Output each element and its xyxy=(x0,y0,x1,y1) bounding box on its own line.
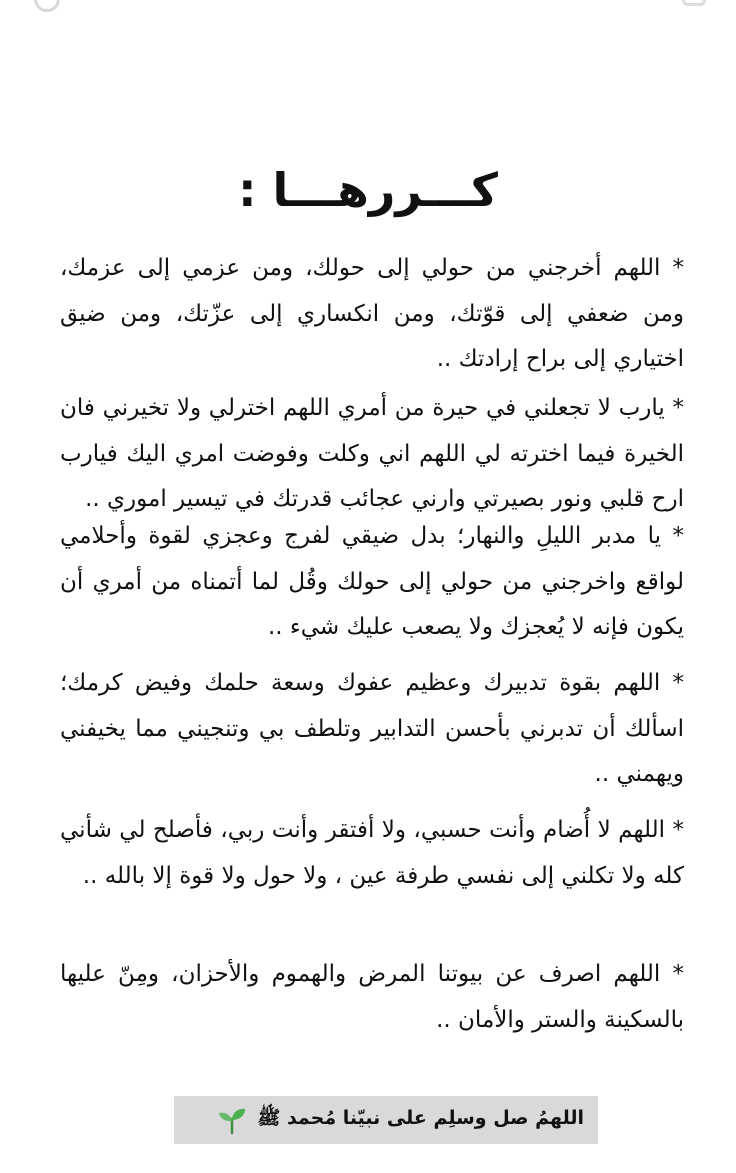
dua-paragraph-2: * يارب لا تجعلني في حيرة من أمري اللهم اخترلي ولا تخيرني فان الخيرة فيما اخترته لي اللهم اني وكلت وفوضت امري اليك فيارب ارح قلبي ونور بصيرتي وارني عجائب قدرتك في تيسير اموري .. xyxy=(60,395,684,512)
footer-banner xyxy=(174,1096,598,1144)
search-icon[interactable] xyxy=(34,0,60,12)
dua-paragraph-3: * يا مدبر الليلِ والنهار؛ بدل ضيقي لفرج وعجزي لقوة وأحلامي لواقع واخرجني من حولي إلى حولك وقُل لما أتمناه من أمري أن يكون فإنه لا يُعجزك ولا يصعب عليك شيء .. xyxy=(60,523,684,640)
dua-paragraph-6: * اللهم اصرف عن بيوتنا المرض والهموم والأحزان، ومِنّ عليها بالسكينة والستر والأمان .. xyxy=(60,961,684,1033)
page-title: كـــررهـــا : xyxy=(238,163,498,217)
top-bar xyxy=(0,0,736,24)
dua-paragraph-4: * اللهم بقوة تدبيرك وعظيم عفوك وسعة حلمك وفيض كرمك؛ اسألك أن تدبرني بأحسن التدابير وتلطف بي وتنجيني مما يخيفني ويهمني .. xyxy=(60,670,684,787)
footer-salawat-text: اللهمُ صل وسلِم على نبيّنا مُحمد ﷺ xyxy=(257,1107,584,1129)
corner-icon[interactable] xyxy=(682,0,706,6)
dua-paragraph-5: * اللهم لا أُضام وأنت حسبي، ولا أفتقر وأنت ربي، فأصلح لي شأني كله ولا تكلني إلى نفسي طرفة عين ، ولا حول ولا قوة إلا بالله .. xyxy=(60,817,684,889)
seedling-icon xyxy=(217,1105,247,1135)
dua-paragraph-1: * اللهم أخرجني من حولي إلى حولك، ومن عزمي إلى عزمك، ومن ضعفي إلى قوّتك، ومن انكساري إلى عزّتك، ومن ضيق اختياري إلى براح إرادتك .. xyxy=(60,255,684,372)
